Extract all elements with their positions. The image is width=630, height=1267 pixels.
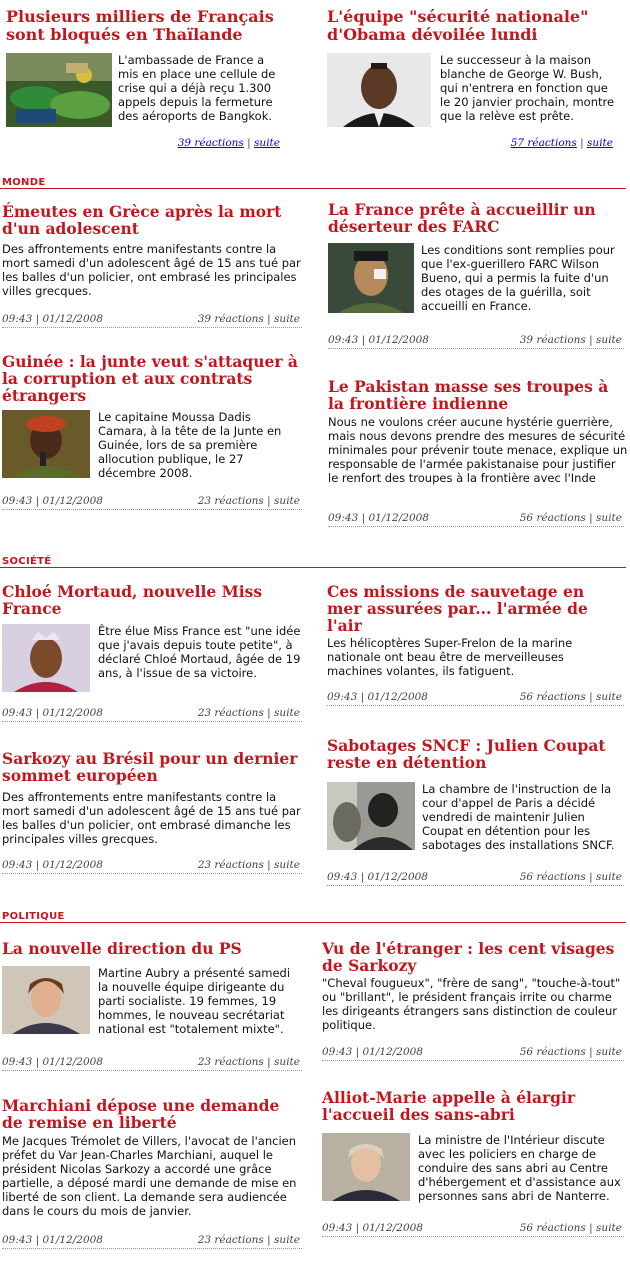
article-summary: Les conditions sont remplies pour que l'ex-guerillero FARC Wilson Bueno, qui a permis la fuite d'un des otages de la guérilla, soit accueilli en France. <box>421 243 615 313</box>
suite-link[interactable]: suite <box>274 313 300 325</box>
headline-link[interactable]: Le Pakistan masse ses troupes à la frontière indienne <box>328 377 609 413</box>
headline-link[interactable]: Plusieurs milliers de Français sont bloqués en Thaïlande <box>6 7 274 44</box>
suite-link[interactable]: suite <box>596 334 622 346</box>
reactions-link[interactable]: 56 réactions <box>519 1222 586 1234</box>
reactions-link[interactable]: 56 réactions <box>519 1046 586 1058</box>
separator: | <box>589 1222 593 1234</box>
article-date: 09:43 | 01/12/2008 <box>327 691 428 703</box>
section-divider <box>0 922 626 923</box>
article-date: 09:43 | 01/12/2008 <box>2 1234 103 1246</box>
separator: | <box>580 137 584 149</box>
separator: | <box>589 334 593 346</box>
headline-link[interactable]: Vu de l'étranger : les cent visages de Sarkozy <box>322 939 615 975</box>
article-summary: Les hélicoptères Super-Frelon de la marine nationale ont beau être de merveilleuses machines volantes, ils fatiguent. <box>327 636 573 678</box>
separator: | <box>247 137 251 149</box>
reactions-link[interactable]: 56 réactions <box>519 691 586 703</box>
reactions-link[interactable]: 23 réactions <box>197 1056 264 1068</box>
article-meta <box>328 512 624 527</box>
reactions-link[interactable]: 23 réactions <box>197 707 264 719</box>
reactions-link[interactable]: 57 réactions <box>510 137 577 149</box>
article-meta <box>2 1056 302 1071</box>
section-title-monde[interactable]: MONDE <box>2 177 46 188</box>
article-summary: La chambre de l'instruction de la cour d'appel de Paris a décidé vendredi de maintenir Julien Coupat en détention pour les sabotages des installations SNCF. <box>422 782 615 852</box>
article-meta <box>327 137 613 149</box>
article-date: 09:43 | 01/12/2008 <box>2 1056 103 1068</box>
article-meta <box>6 137 280 149</box>
article-date: 09:43 | 01/12/2008 <box>2 859 103 871</box>
article-summary: Être élue Miss France est "une idée que j'avais depuis toute petite", à déclaré Chloé Mortaud, âgée de 19 ans, à l'issue de sa victoire. <box>98 624 301 680</box>
article-meta <box>2 1234 302 1249</box>
suite-link[interactable]: suite <box>596 871 622 883</box>
headline-link[interactable]: Sarkozy au Brésil pour un dernier sommet européen <box>2 749 298 785</box>
reactions-link[interactable]: 39 réactions <box>197 313 264 325</box>
reactions-link[interactable]: 23 réactions <box>197 495 264 507</box>
suite-link[interactable]: suite <box>596 1046 622 1058</box>
article-summary: Me Jacques Trémolet de Villers, l'avocat de l'ancien préfet du Var Jean-Charles Marchiani, auquel le président Nicolas Sarkozy a accordé une grâce partielle, a déposé mardi une demande de mise en liberté de son client. La demande sera audiencée dans le cours du mois de janvier. <box>2 1134 297 1218</box>
article-date: 09:43 | 01/12/2008 <box>2 313 103 325</box>
reactions-link[interactable]: 39 réactions <box>177 137 244 149</box>
separator: | <box>267 707 271 719</box>
suite-link[interactable]: suite <box>254 137 280 149</box>
reactions-link[interactable]: 39 réactions <box>519 334 586 346</box>
headline-link[interactable]: La France prête à accueillir un déserteur des FARC <box>328 200 596 236</box>
obama-portrait-photo[interactable] <box>327 53 431 127</box>
article-summary: Des affrontements entre manifestants contre la mort samedi d'un adolescent âgé de 15 ans tué par les balles d'un policier, ont embrasé les principales villes grecques. <box>2 242 301 298</box>
headline-link[interactable]: L'équipe "sécurité nationale" d'Obama dévoilée lundi <box>327 7 589 44</box>
separator: | <box>267 859 271 871</box>
suite-link[interactable]: suite <box>274 495 300 507</box>
article-date: 09:43 | 01/12/2008 <box>322 1222 423 1234</box>
article-meta <box>2 707 302 722</box>
article-summary: Le capitaine Moussa Dadis Camara, à la tête de la Junte en Guinée, lors de sa première allocution publique, le 27 décembre 2008. <box>98 410 282 480</box>
article-meta <box>327 691 624 706</box>
thailand-airport-photo[interactable] <box>6 53 112 127</box>
section-divider <box>0 188 626 189</box>
top-story-obama <box>327 8 617 44</box>
separator: | <box>267 495 271 507</box>
suite-link[interactable]: suite <box>274 859 300 871</box>
article-date: 09:43 | 01/12/2008 <box>2 707 103 719</box>
suite-link[interactable]: suite <box>587 137 613 149</box>
reactions-link[interactable]: 23 réactions <box>197 859 264 871</box>
suite-link[interactable]: suite <box>596 691 622 703</box>
headline-link[interactable]: Marchiani dépose une demande de remise en liberté <box>2 1096 280 1132</box>
headline-link[interactable]: Émeutes en Grèce après la mort d'un adolescent <box>2 202 282 238</box>
separator: | <box>267 313 271 325</box>
article-meta <box>322 1222 624 1237</box>
article-meta <box>327 871 624 886</box>
suite-link[interactable]: suite <box>274 1056 300 1068</box>
article-summary: La ministre de l'Intérieur discute avec les policiers en charge de conduire des sans abri au Centre d'hébergement et d'assistance aux personnes sans abri de Nanterre. <box>418 1133 621 1203</box>
suite-link[interactable]: suite <box>274 707 300 719</box>
article-meta <box>2 495 302 510</box>
article-date: 09:43 | 01/12/2008 <box>327 871 428 883</box>
separator: | <box>267 1056 271 1068</box>
separator: | <box>589 1046 593 1058</box>
reactions-link[interactable]: 56 réactions <box>519 871 586 883</box>
reactions-link[interactable]: 56 réactions <box>519 512 586 524</box>
headline-link[interactable]: Chloé Mortaud, nouvelle Miss France <box>2 582 263 618</box>
section-title-politique[interactable]: POLITIQUE <box>2 911 65 922</box>
reactions-link[interactable]: 23 réactions <box>197 1234 264 1246</box>
article-meta <box>2 313 302 328</box>
article-summary: Martine Aubry a présenté samedi la nouvelle équipe dirigeante du parti socialiste. 19 femmes, 19 hommes, le nouveau secrétariat national est "totalement mixte". <box>98 966 291 1036</box>
article-summary: Des affrontements entre manifestants contre la mort samedi d'un adolescent âgé de 15 ans tué par les balles d'un policier, ont embrasé dimanche les principales villes grecques. <box>2 790 301 846</box>
martine-aubry-photo[interactable] <box>2 966 90 1034</box>
miss-france-photo[interactable] <box>2 624 90 692</box>
article-meta <box>322 1046 624 1061</box>
section-title-societe[interactable]: SOCIÉTÉ <box>2 556 52 567</box>
article-meta <box>328 334 624 349</box>
separator: | <box>589 512 593 524</box>
separator: | <box>589 871 593 883</box>
separator: | <box>589 691 593 703</box>
headline-link[interactable]: Ces missions de sauvetage en mer assurées par... l'armée de l'air <box>327 582 588 635</box>
sncf-police-photo[interactable] <box>327 782 415 850</box>
separator: | <box>267 1234 271 1246</box>
section-divider <box>0 567 626 568</box>
article-summary: Le successeur à la maison blanche de George W. Bush, qui n'entrera en fonction que le 20 janvier prochain, montre que la relève est prête. <box>440 53 615 123</box>
article-date: 09:43 | 01/12/2008 <box>322 1046 423 1058</box>
article-date: 09:43 | 01/12/2008 <box>2 495 103 507</box>
guinea-captain-photo[interactable] <box>2 410 90 478</box>
article-meta <box>2 859 302 874</box>
headline-link[interactable]: Guinée : la junte veut s'attaquer à la corruption et aux contrats étrangers <box>2 352 298 405</box>
suite-link[interactable]: suite <box>596 512 622 524</box>
headline-link[interactable]: Alliot-Marie appelle à élargir l'accueil des sans-abri <box>322 1088 576 1124</box>
article-date: 09:43 | 01/12/2008 <box>328 334 429 346</box>
suite-link[interactable]: suite <box>274 1234 300 1246</box>
headline-link[interactable]: Sabotages SNCF : Julien Coupat reste en détention <box>327 736 606 772</box>
article-summary: L'ambassade de France a mis en place une cellule de crise qui a déjà reçu 1.300 appels depuis la fermeture des aéroports de Bangkok. <box>118 53 276 123</box>
farc-deserter-photo[interactable] <box>328 243 414 313</box>
article-summary: Nous ne voulons créer aucune hystérie guerrière, mais nous devons prendre des mesures de sécurité minimales pour prévenir toute menace, explique un responsable de l'armée pakistanaise pour justifier le renfort des troupes à la frontière avec l'Inde <box>328 415 628 485</box>
article-summary: "Cheval fougueux", "frère de sang", "touche-à-tout" ou "brillant", le président français irrite ou charme les dirigeants étrangers sans distinction de couleur politique. <box>322 976 621 1032</box>
suite-link[interactable]: suite <box>596 1222 622 1234</box>
headline-link[interactable]: La nouvelle direction du PS <box>2 939 242 958</box>
alliot-marie-photo[interactable] <box>322 1133 410 1201</box>
top-story-thailand <box>6 8 296 44</box>
article-date: 09:43 | 01/12/2008 <box>328 512 429 524</box>
